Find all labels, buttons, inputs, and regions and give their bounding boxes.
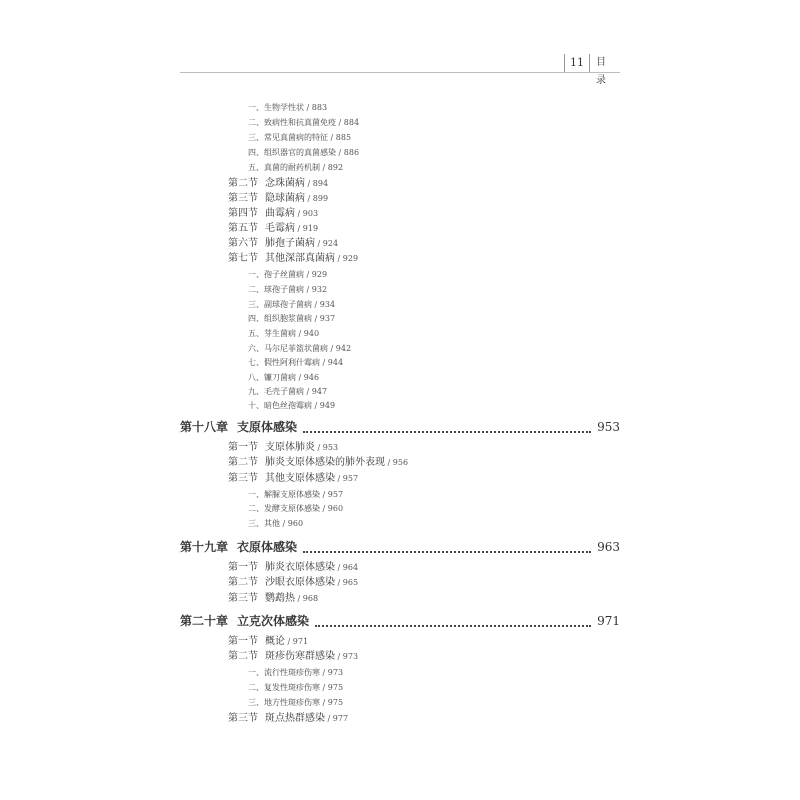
subsection-page: 944 [327, 358, 344, 367]
toc-subsection [248, 328, 319, 340]
subsection-title: 二、复发性斑疹伤寒 [248, 683, 320, 692]
subsection-page: 884 [343, 118, 360, 127]
section-title: 曲霉病 [265, 208, 295, 219]
subsection-page: 934 [319, 300, 336, 309]
toc-chapter [180, 538, 620, 556]
section-number: 第二节 [228, 457, 258, 468]
subsection-page: 885 [335, 133, 352, 142]
section-page: 894 [312, 179, 329, 188]
section-page: 971 [292, 637, 309, 646]
section-number: 第二节 [228, 651, 258, 662]
toc-subsection [248, 269, 327, 281]
section-page-sep: / [295, 224, 303, 233]
section-page: 965 [342, 578, 359, 587]
header-title: 目录 [596, 57, 610, 86]
subsection-page: 942 [335, 344, 352, 353]
toc-section [228, 472, 358, 486]
chapter-page: 971 [597, 614, 620, 628]
subsection-page-sep: / [304, 387, 312, 396]
subsection-page: 960 [287, 519, 304, 528]
section-number: 第三节 [228, 193, 258, 204]
toc-section [228, 222, 318, 236]
section-title: 隐球菌病 [265, 193, 305, 204]
subsection-page: 937 [319, 314, 336, 323]
subsection-page-sep: / [320, 698, 328, 707]
toc-subsection [248, 162, 343, 174]
subsection-page-sep: / [328, 133, 336, 142]
subsection-page-sep: / [296, 329, 304, 338]
section-number: 第六节 [228, 238, 258, 249]
subsection-title: 二、发酵支原体感染 [248, 504, 320, 513]
section-page-sep: / [385, 458, 393, 467]
subsection-title: 一、生物学性状 [248, 103, 304, 112]
section-number: 第一节 [228, 562, 258, 573]
section-title: 支原体肺炎 [265, 442, 315, 453]
section-page-sep: / [315, 239, 323, 248]
section-page: 929 [342, 254, 359, 263]
toc-subsection [248, 102, 327, 114]
subsection-page-sep: / [296, 373, 304, 382]
subsection-page-sep: / [280, 519, 288, 528]
subsection-page-sep: / [320, 490, 328, 499]
toc-chapter [180, 612, 620, 630]
toc-subsection [248, 117, 359, 129]
subsection-page-sep: / [304, 103, 312, 112]
subsection-page-sep: / [304, 270, 312, 279]
subsection-title: 五、真菌的耐药机制 [248, 163, 320, 172]
section-title: 毛霉病 [265, 223, 295, 234]
subsection-title: 三、副球孢子菌病 [248, 300, 312, 309]
section-page: 973 [342, 652, 359, 661]
section-number: 第一节 [228, 636, 258, 647]
toc-subsection [248, 503, 343, 515]
toc-subsection [248, 357, 343, 369]
toc-subsection [248, 284, 327, 296]
subsection-page: 886 [343, 148, 360, 157]
section-page-sep: / [305, 179, 313, 188]
subsection-page-sep: / [312, 401, 320, 410]
subsection-title: 二、致病性和抗真菌免疫 [248, 118, 336, 127]
subsection-title: 十、暗色丝孢霉病 [248, 401, 312, 410]
section-title: 肺孢子菌病 [265, 238, 315, 249]
section-page-sep: / [295, 594, 303, 603]
section-title: 肺炎衣原体感染 [265, 562, 335, 573]
toc-section [228, 192, 328, 206]
subsection-page: 947 [311, 387, 328, 396]
subsection-title: 五、芽生菌病 [248, 329, 296, 338]
section-page-sep: / [285, 637, 293, 646]
section-page-sep: / [325, 714, 333, 723]
subsection-title: 六、马尔尼菲篮状菌病 [248, 344, 328, 353]
section-title: 其他深部真菌病 [265, 253, 335, 264]
section-number: 第三节 [228, 473, 258, 484]
toc-section [228, 592, 318, 606]
section-page: 919 [302, 224, 319, 233]
toc-subsection [248, 667, 343, 679]
subsection-page: 932 [311, 285, 328, 294]
dot-leader [303, 422, 591, 433]
header-page-number: 11 [564, 54, 590, 72]
toc-subsection [248, 489, 343, 501]
toc-subsection [248, 147, 359, 159]
toc-subsection [248, 386, 327, 398]
chapter-title: 支原体感染 [237, 420, 298, 434]
chapter-page: 963 [597, 540, 620, 554]
subsection-title: 七、假性阿利什霉病 [248, 358, 320, 367]
toc-subsection [248, 343, 351, 355]
subsection-page: 949 [319, 401, 336, 410]
toc-subsection [248, 400, 335, 412]
toc-chapter [180, 418, 620, 436]
section-number: 第三节 [228, 713, 258, 724]
subsection-page-sep: / [328, 344, 336, 353]
toc-section [228, 237, 338, 251]
toc-section [228, 456, 408, 470]
dot-leader [315, 616, 591, 627]
dot-leader [303, 542, 591, 553]
subsection-page: 946 [303, 373, 320, 382]
toc-section [228, 576, 358, 590]
chapter-number: 第二十章 [180, 614, 229, 628]
section-page: 903 [302, 209, 319, 218]
subsection-page: 975 [327, 683, 344, 692]
section-page: 968 [302, 594, 319, 603]
section-title: 鹦鹉热 [265, 593, 295, 604]
subsection-title: 八、镰刀菌病 [248, 373, 296, 382]
toc-subsection [248, 682, 343, 694]
toc-section [228, 207, 318, 221]
subsection-title: 四、组织胞浆菌病 [248, 314, 312, 323]
section-page-sep: / [335, 254, 343, 263]
toc-section [228, 635, 308, 649]
section-number: 第二节 [228, 178, 258, 189]
chapter-title: 立克次体感染 [237, 614, 310, 628]
subsection-page-sep: / [304, 285, 312, 294]
section-page: 977 [332, 714, 349, 723]
toc-section [228, 712, 348, 726]
subsection-page-sep: / [312, 300, 320, 309]
subsection-page: 973 [327, 668, 344, 677]
section-page: 899 [312, 194, 329, 203]
section-page: 956 [392, 458, 409, 467]
subsection-page-sep: / [312, 314, 320, 323]
subsection-page-sep: / [320, 668, 328, 677]
subsection-title: 一、解脲支原体感染 [248, 490, 320, 499]
subsection-title: 三、常见真菌病的特征 [248, 133, 328, 142]
section-page: 953 [322, 443, 339, 452]
toc-section [228, 650, 358, 664]
section-page-sep: / [335, 652, 343, 661]
section-number: 第一节 [228, 442, 258, 453]
section-title: 斑点热群感染 [265, 713, 325, 724]
toc-section [228, 177, 328, 191]
toc-section [228, 252, 358, 266]
toc-subsection [248, 313, 335, 325]
toc-subsection [248, 299, 335, 311]
subsection-page-sep: / [336, 118, 344, 127]
chapter-number: 第十九章 [180, 540, 229, 554]
subsection-page-sep: / [320, 358, 328, 367]
section-page-sep: / [335, 563, 343, 572]
toc-subsection [248, 518, 303, 530]
section-number: 第三节 [228, 593, 258, 604]
subsection-title: 三、地方性斑疹伤寒 [248, 698, 320, 707]
subsection-page-sep: / [336, 148, 344, 157]
subsection-page: 960 [327, 504, 344, 513]
subsection-page: 883 [311, 103, 328, 112]
toc-section [228, 441, 338, 455]
section-title: 其他支原体感染 [265, 473, 335, 484]
subsection-page: 940 [303, 329, 320, 338]
subsection-page: 929 [311, 270, 328, 279]
toc-subsection [248, 372, 319, 384]
subsection-page-sep: / [320, 163, 328, 172]
section-page-sep: / [335, 578, 343, 587]
section-page-sep: / [315, 443, 323, 452]
subsection-title: 二、球孢子菌病 [248, 285, 304, 294]
section-page: 924 [322, 239, 339, 248]
header-rule [180, 72, 620, 73]
section-page: 957 [342, 474, 359, 483]
section-number: 第二节 [228, 577, 258, 588]
subsection-title: 四、组织器官的真菌感染 [248, 148, 336, 157]
subsection-title: 三、其他 [248, 519, 280, 528]
section-title: 沙眼衣原体感染 [265, 577, 335, 588]
chapter-number: 第十八章 [180, 420, 229, 434]
section-title: 念珠菌病 [265, 178, 305, 189]
chapter-title: 衣原体感染 [237, 540, 298, 554]
subsection-page-sep: / [320, 683, 328, 692]
toc-section [228, 561, 358, 575]
section-page-sep: / [295, 209, 303, 218]
toc-subsection [248, 697, 343, 709]
section-page-sep: / [335, 474, 343, 483]
subsection-page: 957 [327, 490, 344, 499]
section-title: 斑疹伤寒群感染 [265, 651, 335, 662]
toc-subsection [248, 132, 351, 144]
subsection-title: 一、孢子丝菌病 [248, 270, 304, 279]
subsection-title: 一、流行性斑疹伤寒 [248, 668, 320, 677]
section-title: 肺炎支原体感染的肺外表现 [265, 457, 385, 468]
section-page: 964 [342, 563, 359, 572]
subsection-page-sep: / [320, 504, 328, 513]
section-title: 概论 [265, 636, 285, 647]
subsection-title: 九、毛壳子菌病 [248, 387, 304, 396]
section-number: 第七节 [228, 253, 258, 264]
subsection-page: 892 [327, 163, 344, 172]
section-number: 第四节 [228, 208, 258, 219]
running-header [180, 54, 620, 86]
subsection-page: 975 [327, 698, 344, 707]
section-page-sep: / [305, 194, 313, 203]
section-number: 第五节 [228, 223, 258, 234]
chapter-page: 953 [597, 420, 620, 434]
